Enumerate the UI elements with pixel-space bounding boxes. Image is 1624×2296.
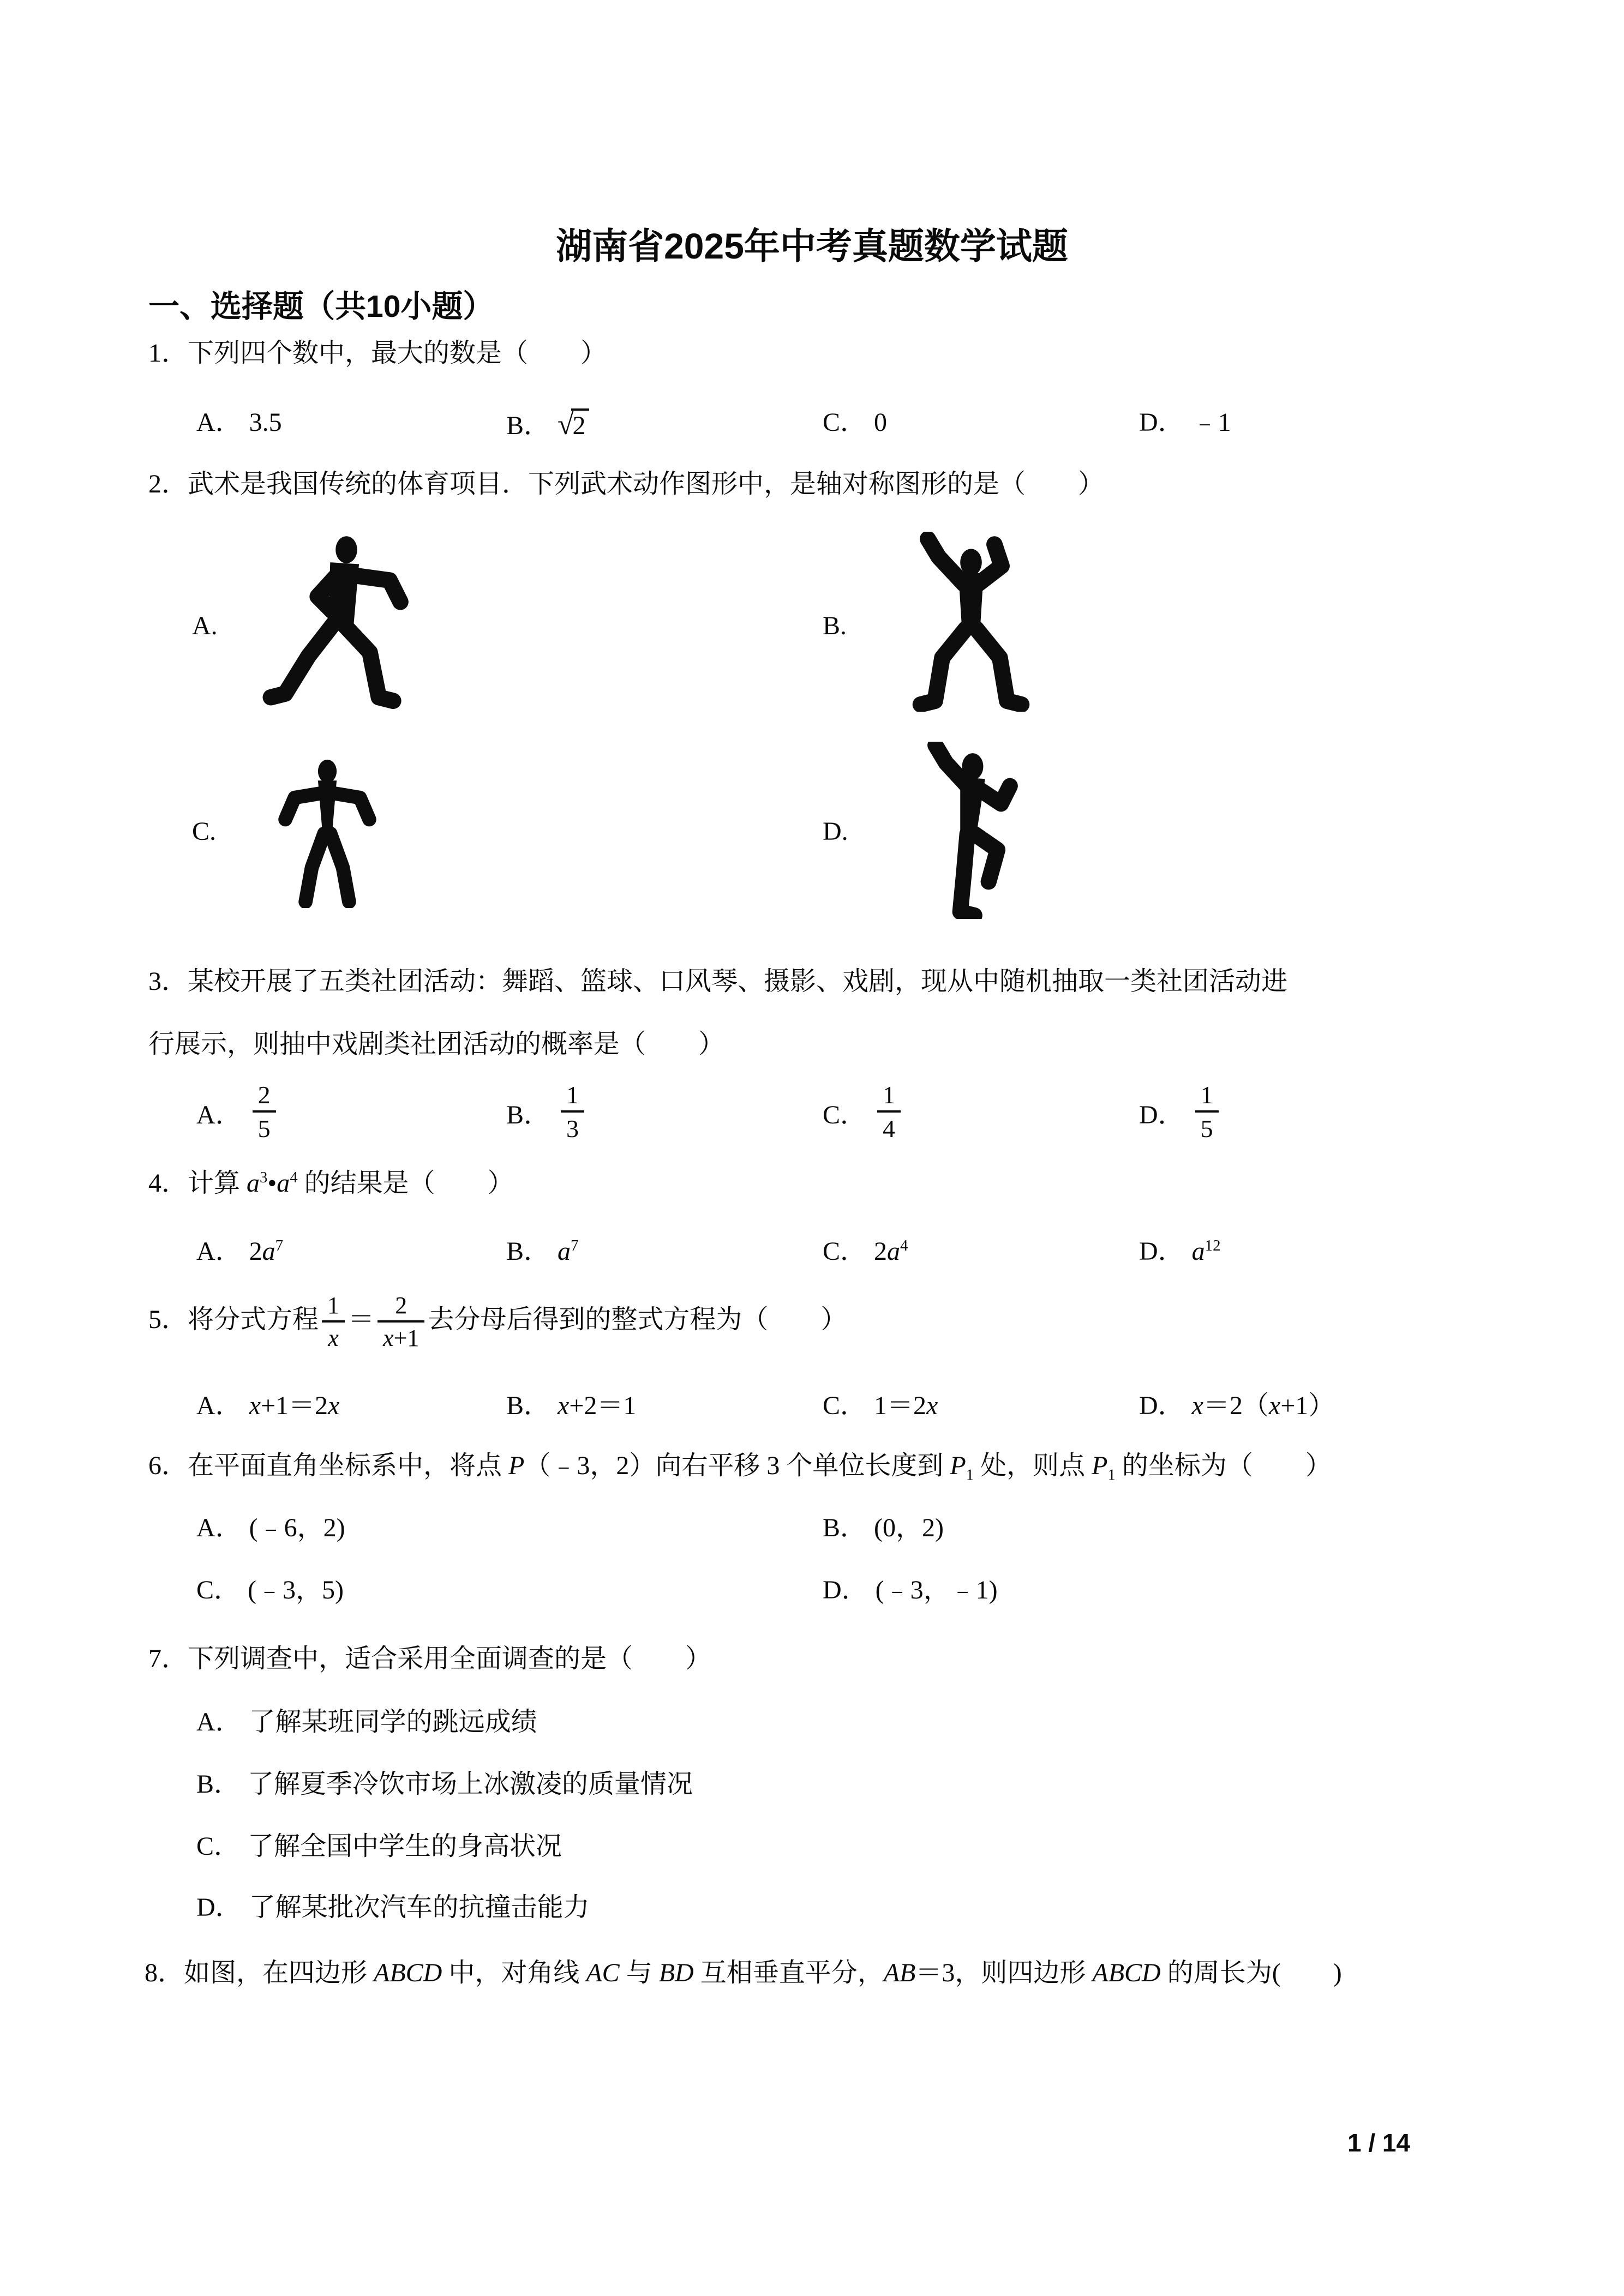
q6-option-d-label: D． xyxy=(823,1576,868,1604)
q4-option-d xyxy=(1139,1235,1220,1268)
q4-option-d-label: D． xyxy=(1139,1237,1184,1266)
q2-figure-d xyxy=(865,742,1066,919)
q3-option-b-label: B． xyxy=(506,1100,550,1129)
q1-option-c xyxy=(823,406,887,439)
q3-option-a-fraction xyxy=(253,1083,276,1141)
equals-sign: ＝ xyxy=(348,1305,375,1335)
fraction-denominator: 5 xyxy=(1200,1115,1213,1143)
q4-option-c-value: $2a^4$ xyxy=(874,1237,908,1266)
q2-figure-b xyxy=(873,532,1069,712)
q3-option-c xyxy=(823,1083,904,1141)
fraction-denominator: 5 xyxy=(257,1115,271,1143)
q6-option-b xyxy=(823,1512,944,1544)
q5-stem-suffix: 去分母后得到的整式方程为（ ） xyxy=(428,1305,847,1335)
q5-option-b-value: x+2＝1 xyxy=(558,1391,637,1420)
q4-option-d-value: $a^{12}$ xyxy=(1191,1237,1221,1266)
section-heading-choice-questions: 一、选择题（共10小题） xyxy=(148,289,494,324)
q5-option-d xyxy=(1139,1390,1334,1422)
question-3-stem-line1: 3．某校开展了五类社团活动：舞蹈、篮球、口风琴、摄影、戏剧，现从中随机抽取一类社团活动进 xyxy=(148,967,1288,996)
sqrt-2-expression xyxy=(558,406,589,443)
q1-option-d-value: ﹣1 xyxy=(1191,408,1231,437)
q1-option-a-value: 3.5 xyxy=(249,408,282,437)
q4-option-a-label: A． xyxy=(196,1237,242,1266)
question-7-stem: 7．下列调查中，适合采用全面调查的是（ ） xyxy=(148,1644,712,1673)
q5-option-c-label: C． xyxy=(823,1391,867,1420)
q5-option-d-label: D． xyxy=(1139,1391,1184,1420)
q3-option-b-fraction xyxy=(561,1083,584,1141)
q3-option-a-label: A． xyxy=(196,1100,242,1129)
q5-option-a xyxy=(196,1390,339,1422)
q4-option-a-value: $2a^7$ xyxy=(249,1237,284,1266)
q5-option-c xyxy=(823,1390,938,1422)
fraction-denominator: x xyxy=(328,1325,339,1351)
q1-option-c-value: 0 xyxy=(874,408,888,437)
q3-option-d-fraction xyxy=(1195,1083,1219,1141)
q3-option-b xyxy=(506,1083,588,1141)
q7-option-c xyxy=(196,1830,562,1863)
q1-option-a xyxy=(196,406,282,439)
q7-option-c-label: C． xyxy=(196,1832,241,1861)
q6-option-c-value: (﹣3，5) xyxy=(248,1576,344,1604)
fraction-numerator: 1 xyxy=(561,1083,584,1113)
q5-fraction-2 xyxy=(377,1294,424,1350)
q6-option-a xyxy=(196,1512,345,1544)
q7-option-b xyxy=(196,1768,693,1801)
fraction-numerator: 1 xyxy=(1195,1083,1219,1113)
page-title: 湖南省2025年中考真题数学试题 xyxy=(556,226,1068,266)
q3-option-c-fraction xyxy=(877,1083,901,1141)
fraction-denominator: 3 xyxy=(566,1115,579,1143)
q6-option-b-label: B． xyxy=(823,1513,867,1542)
q7-option-a xyxy=(196,1706,537,1739)
q6-option-a-label: A． xyxy=(196,1513,242,1542)
martial-artist-symmetric-open-arms-silhouette-icon xyxy=(235,753,420,908)
question-6-stem: 6．在平面直角坐标系中，将点 P（﹣3，2）向右平移 3 个单位长度到 $P_1$ 处，则点 $P_1$ 的坐标为（ ） xyxy=(148,1451,1332,1484)
q6-option-a-value: (﹣6，2) xyxy=(249,1513,345,1542)
q4-option-b-value: $a^7$ xyxy=(558,1237,579,1266)
q1-option-d-label: D． xyxy=(1139,408,1184,437)
q2-figure-a xyxy=(251,532,442,712)
q2-figure-d-label: D. xyxy=(823,817,848,846)
fraction-numerator: 1 xyxy=(877,1083,901,1113)
fraction-denominator: 4 xyxy=(883,1115,896,1143)
q1-option-a-label: A． xyxy=(196,408,242,437)
question-2-stem: 2．武术是我国传统的体育项目．下列武术动作图形中，是轴对称图形的是（ ） xyxy=(148,470,1105,498)
q2-figure-b-label: B. xyxy=(823,611,847,640)
fraction-numerator: 2 xyxy=(253,1083,276,1113)
q3-option-a xyxy=(196,1083,279,1141)
question-3-stem-line2: 行展示，则抽中戏剧类社团活动的概率是（ ） xyxy=(148,1030,725,1059)
q4-option-a xyxy=(196,1235,283,1268)
q5-option-b xyxy=(506,1390,636,1422)
q4-option-b xyxy=(506,1235,578,1268)
q1-option-b xyxy=(506,406,589,443)
q5-option-b-label: B． xyxy=(506,1391,550,1420)
q4-option-b-label: B． xyxy=(506,1237,550,1266)
q7-option-d-label: D． xyxy=(196,1893,242,1922)
q2-figure-c-label: C. xyxy=(192,817,217,846)
question-4-stem: 4．计算 $a^3•a^4$ 的结果是（ ） xyxy=(148,1169,514,1198)
q5-fraction-1 xyxy=(322,1294,345,1350)
q4-option-c xyxy=(823,1235,908,1268)
q1-option-d xyxy=(1139,406,1231,439)
fraction-numerator: 2 xyxy=(377,1294,424,1323)
fraction-denominator: x+1 xyxy=(383,1325,420,1351)
martial-artist-arms-raised-stance-silhouette-icon xyxy=(873,532,1069,712)
q7-option-c-value: 了解全国中学生的身高状况 xyxy=(248,1832,562,1861)
q7-option-b-label: B． xyxy=(196,1770,241,1799)
question-8-stem: 8．如图，在四边形 ABCD 中，对角线 AC 与 BD 互相垂直平分，AB＝3，则四边形 ABCD 的周长为( ) xyxy=(145,1958,1342,1987)
q1-option-b-label: B． xyxy=(506,411,550,440)
page-number: 1 / 14 xyxy=(1347,2129,1411,2157)
q7-option-a-value: 了解某班同学的跳远成绩 xyxy=(249,1708,537,1736)
q4-option-c-label: C． xyxy=(823,1237,867,1266)
radical-sign: √ xyxy=(558,408,574,441)
q6-option-c-label: C． xyxy=(196,1576,241,1604)
q5-option-c-value: 1＝2x xyxy=(874,1391,938,1420)
q2-figure-c xyxy=(235,753,420,908)
radicand: 2 xyxy=(571,408,589,440)
q5-option-a-label: A． xyxy=(196,1391,242,1420)
q2-figure-a-label: A. xyxy=(192,611,218,640)
question-1-stem: 1．下列四个数中，最大的数是（ ） xyxy=(148,339,607,368)
martial-artist-crane-kick-silhouette-icon xyxy=(865,742,1066,919)
martial-artist-lunge-punch-silhouette-icon xyxy=(251,532,442,712)
q3-option-d xyxy=(1139,1083,1222,1141)
q5-option-a-value: x+1＝2x xyxy=(249,1391,340,1420)
question-5-stem xyxy=(148,1294,847,1350)
q7-option-d xyxy=(196,1891,590,1924)
q6-option-d-value: (﹣3，﹣1) xyxy=(875,1576,998,1604)
q5-stem-prefix: 5．将分式方程 xyxy=(148,1305,319,1335)
q7-option-d-value: 了解某批次汽车的抗撞击能力 xyxy=(249,1893,590,1922)
q6-option-c xyxy=(196,1574,344,1607)
fraction-numerator: 1 xyxy=(322,1294,345,1323)
q6-option-b-value: (0，2) xyxy=(874,1513,944,1542)
q6-option-d xyxy=(823,1574,998,1607)
q3-option-d-label: D． xyxy=(1139,1100,1184,1129)
q7-option-a-label: A． xyxy=(196,1708,242,1736)
q1-option-c-label: C． xyxy=(823,408,867,437)
q3-option-c-label: C． xyxy=(823,1100,867,1129)
q7-option-b-value: 了解夏季冷饮市场上冰激凌的质量情况 xyxy=(248,1770,693,1799)
q5-option-d-value: x＝2（x+1） xyxy=(1191,1391,1335,1420)
